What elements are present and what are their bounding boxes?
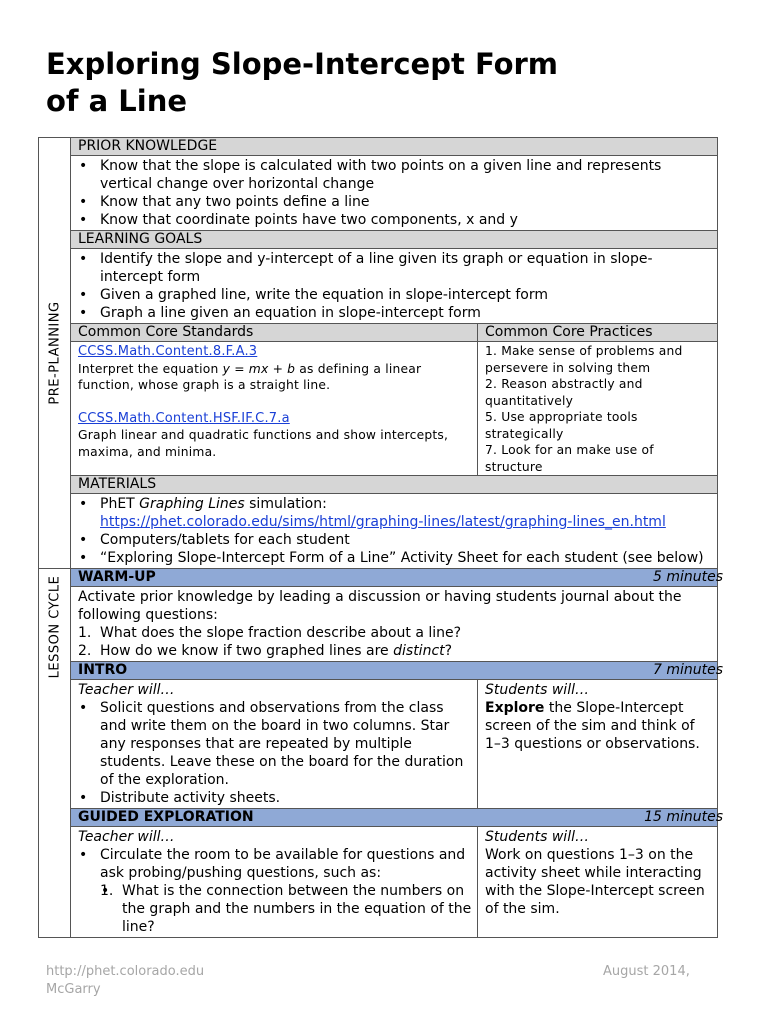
teacher-item: • Distribute activity sheets.: [78, 789, 473, 807]
intro-students-cell: [478, 680, 717, 808]
standards-cell: [71, 342, 478, 475]
prior-item: • Know that any two points define a line: [78, 193, 713, 211]
lesson-plan-table: [38, 137, 723, 938]
warmup-time: 5 minutes: [652, 569, 723, 585]
goal-item: • Graph a line given an equation in slope-intercept form: [78, 304, 713, 322]
title-line-1: Exploring Slope-Intercept Form: [46, 47, 559, 81]
warmup-question: 2. How do we know if two graphed lines are distinct?: [78, 643, 453, 659]
students-text: Work on questions 1–3 on the activity sheet while interacting with the Slope-Intercept screen of the sim.: [485, 847, 705, 917]
warmup-label: WARM-UP: [78, 569, 156, 585]
materials-body: [71, 494, 717, 568]
goal-item: • Identify the slope and y-intercept of a line given its graph or equation in slope-intercept form: [78, 250, 713, 286]
prior-item: • Know that the slope is calculated with two points on a given line and represents vertical change over horizontal change: [78, 157, 713, 193]
page-title: [46, 46, 666, 120]
standards-row: [71, 342, 717, 475]
learning-goals-body: [71, 249, 717, 323]
prior-item: • Know that coordinate points have two components, x and y: [78, 211, 713, 229]
standards-header: Common Core Standards: [71, 324, 478, 341]
lesson-cycle-content: [71, 568, 723, 938]
footer-author: McGarry: [46, 982, 101, 997]
teacher-item: • Circulate the room to be available for questions and ask probing/pushing questions, such as: • 1. What is the connection between the numbers on the graph and the numbers in the equation of the line?: [78, 846, 473, 936]
students-will-label: Students will…: [485, 829, 589, 845]
learning-goals-header: LEARNING GOALS: [71, 230, 717, 249]
materials-item: • Computers/tablets for each student: [78, 531, 713, 549]
intro-time: 7 minutes: [652, 662, 723, 678]
footer-url: http://phet.colorado.edu: [46, 964, 205, 979]
practice-item: 2. Reason abstractly and quantitatively: [485, 377, 643, 408]
teacher-subitem: • 1. What is the connection between the numbers on the graph and the numbers in the equation of the line?: [100, 882, 473, 936]
pre-planning-content: [71, 137, 718, 568]
warmup-band: [71, 568, 723, 587]
goal-item: • Given a graphed line, write the equation in slope-intercept form: [78, 286, 713, 304]
pre-planning-side: [38, 137, 71, 568]
materials-item: • PhET Graphing Lines simulation: https://phet.colorado.edu/sims/html/graphing-lines/latest/graphing-lines_en.html: [78, 495, 713, 531]
intro-teacher-cell: [71, 680, 478, 808]
intro-band: [71, 661, 723, 680]
practice-item: 1. Make sense of problems and persevere in solving them: [485, 344, 683, 375]
teacher-item: • Solicit questions and observations from the class and write them on the board in two columns. Star any responses that are repeated by multiple students. Leave these on the board for the duration of the exploration.: [78, 699, 473, 789]
phet-sim-link[interactable]: https://phet.colorado.edu/sims/html/graphing-lines/latest/graphing-lines_en.html: [100, 514, 666, 530]
guided-teacher-cell: [71, 827, 478, 937]
footer-left: [46, 963, 204, 999]
pre-planning-label: PRE-PLANNING: [47, 301, 62, 405]
practice-item: 7. Look for an make use of structure: [485, 443, 654, 474]
intro-label: INTRO: [78, 662, 128, 678]
prior-knowledge-body: [71, 156, 717, 230]
students-will-label: Students will…: [485, 682, 589, 698]
warmup-intro: Activate prior knowledge by leading a discussion or having students journal about the following questions:: [78, 589, 682, 623]
practices-cell: [478, 342, 717, 475]
lesson-cycle-section: [38, 568, 723, 938]
standard-text-1: Interpret the equation y = mx + b as defining a linear function, whose graph is a straight line.: [78, 361, 422, 392]
guided-time: 15 minutes: [644, 809, 723, 825]
standard-text-2: Graph linear and quadratic functions and show intercepts, maxima, and minima.: [78, 428, 449, 459]
teacher-will-label: Teacher will…: [78, 682, 175, 698]
teacher-will-label: Teacher will…: [78, 829, 175, 845]
standards-header-row: [71, 323, 717, 342]
guided-students-cell: [478, 827, 717, 937]
guided-band: [71, 808, 723, 827]
guided-row: [71, 827, 717, 937]
practices-header: Common Core Practices: [485, 324, 653, 340]
standard-link-1[interactable]: CCSS.Math.Content.8.F.A.3: [78, 344, 258, 359]
warmup-question: 1. What does the slope fraction describe about a line?: [78, 625, 462, 641]
materials-item: • “Exploring Slope-Intercept Form of a Line” Activity Sheet for each student (see below): [78, 549, 713, 567]
lesson-cycle-label: LESSON CYCLE: [47, 575, 62, 679]
practice-item: 5. Use appropriate tools strategically: [485, 410, 638, 441]
intro-row: [71, 680, 717, 808]
standard-link-2[interactable]: CCSS.Math.Content.HSF.IF.C.7.a: [78, 410, 290, 426]
warmup-body: [71, 587, 717, 661]
footer-date: August 2014,: [603, 964, 690, 979]
materials-header: MATERIALS: [71, 475, 717, 494]
prior-knowledge-header: PRIOR KNOWLEDGE: [71, 137, 717, 156]
title-line-2: of a Line: [46, 84, 188, 118]
pre-planning-section: [38, 137, 718, 568]
students-text: Explore the Slope-Intercept screen of the sim and think of 1–3 questions or observations.: [485, 700, 700, 752]
lesson-cycle-side: [38, 568, 71, 938]
guided-label: GUIDED EXPLORATION: [78, 809, 254, 825]
